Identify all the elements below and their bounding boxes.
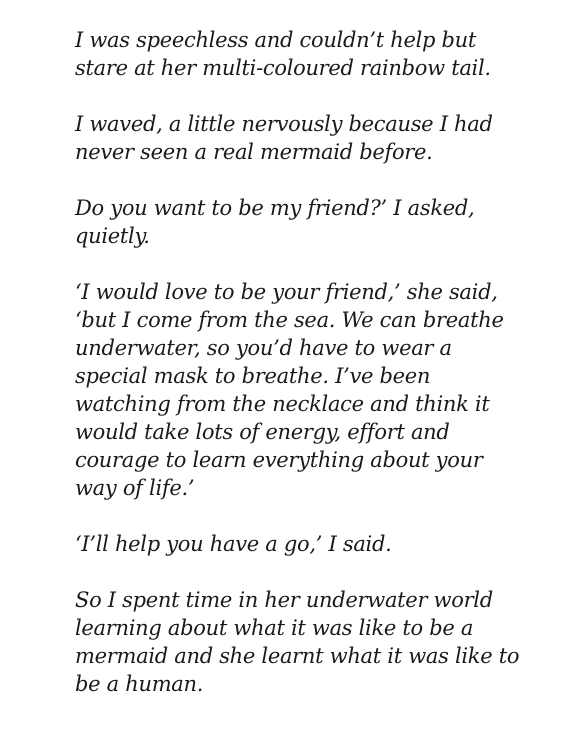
paragraph-5 <box>75 530 575 558</box>
paragraph-1 <box>75 26 575 82</box>
paragraph-line: underwater, so you’d have to wear a <box>75 336 452 360</box>
paragraph-line: I waved, a little nervously because I had <box>75 112 493 136</box>
paragraph-line: special mask to breathe. I’ve been <box>75 364 431 388</box>
paragraph-4 <box>75 278 575 502</box>
paragraph-line: stare at her multi-coloured rainbow tail. <box>75 56 491 80</box>
paragraph-line: Do you want to be my friend?’ I asked, <box>75 196 475 220</box>
paragraph-line: courage to learn everything about your <box>75 448 483 472</box>
paragraph-line: would take lots of energy, effort and <box>75 420 450 444</box>
paragraph-3 <box>75 194 575 250</box>
paragraph-line: watching from the necklace and think it <box>75 392 490 416</box>
paragraph-line: I was speechless and couldn’t help but <box>75 28 477 52</box>
paragraph-line: quietly. <box>75 224 150 248</box>
paragraph-line: never seen a real mermaid before. <box>75 140 433 164</box>
paragraph-line: ‘I would love to be your friend,’ she said, <box>75 280 498 304</box>
paragraph-line: learning about what it was like to be a <box>75 616 474 640</box>
paragraph-line: way of life.’ <box>75 476 195 500</box>
paragraph-6 <box>75 586 575 698</box>
paragraph-line: So I spent time in her underwater world <box>75 588 493 612</box>
paragraph-line: be a human. <box>75 672 204 696</box>
paragraph-line: ‘I’ll help you have a go,’ I said. <box>75 532 392 556</box>
paragraph-2 <box>75 110 575 166</box>
paragraph-line: mermaid and she learnt what it was like to <box>75 644 520 668</box>
story-page <box>75 26 575 726</box>
paragraph-line: ‘but I come from the sea. We can breathe <box>75 308 504 332</box>
